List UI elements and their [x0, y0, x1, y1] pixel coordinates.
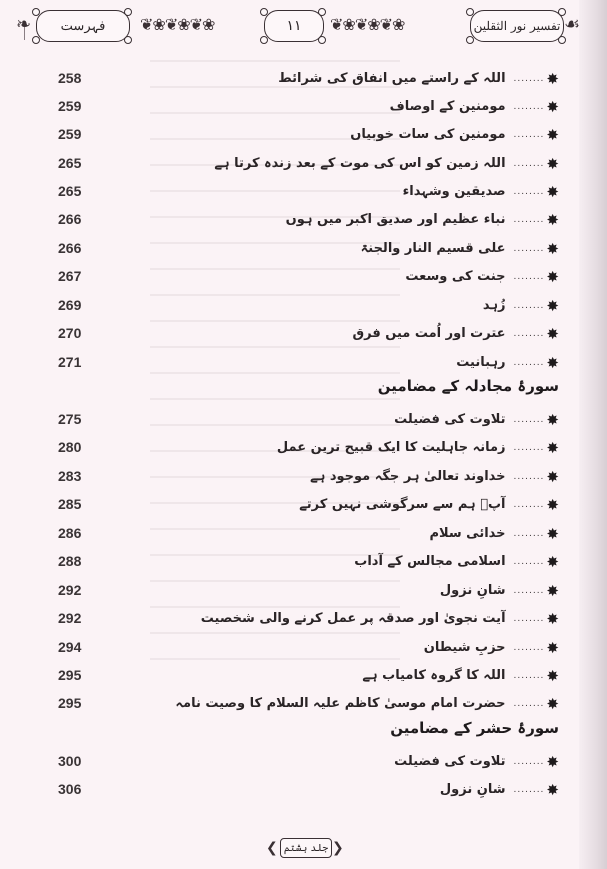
star-bullet-icon: ✸ — [546, 183, 559, 201]
star-bullet-icon: ✸ — [546, 155, 559, 173]
entry-page-number: 306 — [58, 781, 82, 797]
star-bullet-icon: ✸ — [546, 439, 559, 457]
leader-dots: ........ — [513, 671, 545, 681]
toc-entry[interactable] — [0, 352, 607, 376]
leader-dots: ........ — [513, 785, 545, 795]
scroll-end-ornament-icon: ❮ — [266, 840, 278, 856]
leader-dots: ........ — [513, 301, 545, 311]
cartouche-knot-icon — [466, 36, 474, 44]
entry-page-number: 292 — [58, 610, 82, 626]
floral-end-ornament-icon: ❧ — [16, 14, 32, 35]
entry-title: مومنین کے اوصاف — [389, 99, 506, 114]
toc-entry[interactable] — [0, 96, 607, 120]
toc-entry[interactable] — [0, 523, 607, 547]
toc-entry[interactable] — [0, 266, 607, 290]
star-bullet-icon: ✸ — [546, 411, 559, 429]
cartouche-knot-icon — [260, 8, 268, 16]
entry-page-number: 270 — [58, 325, 82, 341]
cartouche-knot-icon — [318, 8, 326, 16]
floral-border-icon: ❦❀❦❀❦❀ — [330, 15, 405, 34]
toc-entry[interactable] — [0, 751, 607, 775]
star-bullet-icon: ✸ — [546, 553, 559, 571]
volume-footer — [266, 836, 346, 860]
star-bullet-icon: ✸ — [546, 268, 559, 286]
leader-dots: ........ — [513, 757, 545, 767]
entry-title: خداوند تعالیٰ ہر جگہ موجود ہے — [310, 469, 506, 484]
leader-dots: ........ — [513, 557, 545, 567]
leader-dots: ........ — [513, 500, 545, 510]
entry-page-number: 295 — [58, 695, 82, 711]
section-title-cartouche — [36, 10, 130, 42]
star-bullet-icon: ✸ — [546, 126, 559, 144]
entry-page-number: 300 — [58, 753, 82, 769]
cartouche-knot-icon — [124, 8, 132, 16]
entry-page-number: 269 — [58, 297, 82, 313]
entry-title: اللہ کا گروہ کامیاب ہے — [362, 668, 506, 683]
entry-page-number: 265 — [58, 183, 82, 199]
entry-page-number: 265 — [58, 155, 82, 171]
cartouche-knot-icon — [260, 36, 268, 44]
entry-title: اللہ زمین کو اس کی موت کے بعد زندہ کرتا ہے — [214, 156, 506, 171]
entry-page-number: 271 — [58, 354, 82, 370]
entry-title: رہبانیت — [456, 355, 506, 370]
book-title-cartouche — [470, 10, 564, 42]
entry-title: تلاوت کی فضیلت — [394, 412, 506, 427]
toc-entry[interactable] — [0, 323, 607, 347]
star-bullet-icon: ✸ — [546, 753, 559, 771]
star-bullet-icon: ✸ — [546, 211, 559, 229]
toc-entry[interactable] — [0, 693, 607, 717]
leader-dots: ........ — [513, 130, 545, 140]
star-bullet-icon: ✸ — [546, 354, 559, 372]
running-header — [12, 8, 586, 44]
toc-entry[interactable] — [0, 494, 607, 518]
leader-dots: ........ — [513, 643, 545, 653]
entry-page-number: 294 — [58, 639, 82, 655]
star-bullet-icon: ✸ — [546, 240, 559, 258]
cartouche-knot-icon — [32, 36, 40, 44]
star-bullet-icon: ✸ — [546, 297, 559, 315]
page-number-cartouche — [264, 10, 324, 42]
cartouche-knot-icon — [558, 36, 566, 44]
entry-page-number: 295 — [58, 667, 82, 683]
leader-dots: ........ — [513, 215, 545, 225]
entry-title: زُہد — [482, 298, 506, 313]
leader-dots: ........ — [513, 159, 545, 169]
page-number: ١١ — [286, 18, 302, 34]
toc-entry[interactable] — [0, 124, 607, 148]
entry-page-number: 259 — [58, 98, 82, 114]
star-bullet-icon: ✸ — [546, 610, 559, 628]
toc-entry[interactable] — [0, 779, 607, 803]
entry-title: خدائی سلام — [429, 526, 506, 541]
entry-title: علی قسیم النار والجنۃ — [360, 241, 506, 256]
entry-page-number: 285 — [58, 496, 82, 512]
entry-page-number: 258 — [58, 70, 82, 86]
leader-dots: ........ — [513, 415, 545, 425]
toc-entry[interactable] — [0, 295, 607, 319]
leader-dots: ........ — [513, 74, 545, 84]
leader-dots: ........ — [513, 472, 545, 482]
entry-title: شانِ نزول — [439, 583, 506, 598]
entry-title: نباء عظیم اور صدیق اکبر میں ہوں — [285, 212, 506, 227]
cartouche-knot-icon — [124, 36, 132, 44]
entry-title: عترت اور اُمت میں فرق — [352, 326, 506, 341]
star-bullet-icon: ✸ — [546, 639, 559, 657]
leader-dots: ........ — [513, 529, 545, 539]
leader-dots: ........ — [513, 614, 545, 624]
entry-title: تلاوت کی فضیلت — [394, 754, 506, 769]
section-heading: سورۂ حشر کے مضامین — [390, 719, 559, 737]
entry-title: اللہ کے راستے میں انفاق کی شرائط — [278, 71, 506, 86]
leader-dots: ........ — [513, 244, 545, 254]
toc-entry[interactable] — [0, 551, 607, 575]
entry-page-number: 283 — [58, 468, 82, 484]
entry-page-number: 267 — [58, 268, 82, 284]
toc-entry[interactable] — [0, 409, 607, 433]
toc-entry[interactable] — [0, 665, 607, 689]
leader-dots: ........ — [513, 329, 545, 339]
toc-entry[interactable] — [0, 608, 607, 632]
scroll-end-ornament-icon: ❯ — [332, 840, 344, 856]
entry-page-number: 280 — [58, 439, 82, 455]
entry-page-number: 266 — [58, 211, 82, 227]
star-bullet-icon: ✸ — [546, 468, 559, 486]
star-bullet-icon: ✸ — [546, 667, 559, 685]
leader-dots: ........ — [513, 187, 545, 197]
entry-title: صدیقین وشہداء — [402, 184, 506, 199]
volume-cartouche — [280, 838, 332, 858]
toc-entry[interactable] — [0, 181, 607, 205]
entry-title: آپؐ ہم سے سرگوشی نہیں کرتے — [299, 497, 506, 512]
cartouche-knot-icon — [32, 8, 40, 16]
cartouche-knot-icon — [466, 8, 474, 16]
entry-title: حزبِ شیطان — [423, 640, 506, 655]
entry-title: اسلامی مجالس کے آداب — [354, 554, 506, 569]
entry-title: زمانہ جاہلیت کا ایک قبیح ترین عمل — [276, 440, 506, 455]
entry-page-number: 275 — [58, 411, 82, 427]
toc-entry[interactable] — [0, 637, 607, 661]
book-title: تفسیر نور الثقلین — [473, 19, 561, 33]
star-bullet-icon: ✸ — [546, 98, 559, 116]
entry-page-number: 288 — [58, 553, 82, 569]
star-bullet-icon: ✸ — [546, 325, 559, 343]
toc-entry[interactable] — [0, 466, 607, 490]
entry-title: مومنین کی سات خوبیاں — [350, 127, 506, 142]
toc-entry[interactable] — [0, 238, 607, 262]
leader-dots: ........ — [513, 102, 545, 112]
floral-border-icon: ❦❀❦❀❦❀ — [140, 15, 215, 34]
star-bullet-icon: ✸ — [546, 525, 559, 543]
entry-page-number: 259 — [58, 126, 82, 142]
toc-entry[interactable] — [0, 68, 607, 92]
entry-page-number: 266 — [58, 240, 82, 256]
entry-title: شانِ نزول — [439, 782, 506, 797]
star-bullet-icon: ✸ — [546, 582, 559, 600]
leader-dots: ........ — [513, 272, 545, 282]
entry-page-number: 292 — [58, 582, 82, 598]
leader-dots: ........ — [513, 586, 545, 596]
section-title: فہرست — [60, 18, 106, 34]
cartouche-knot-icon — [318, 36, 326, 44]
section-heading: سورۂ مجادلہ کے مضامین — [377, 377, 559, 395]
star-bullet-icon: ✸ — [546, 496, 559, 514]
toc-entry[interactable] — [0, 153, 607, 177]
leader-dots: ........ — [513, 443, 545, 453]
toc-entry[interactable] — [0, 209, 607, 233]
entry-title: حضرت امام موسیٰ کاظم علیہ السلام کا وصیت نامہ — [175, 696, 506, 711]
entry-page-number: 286 — [58, 525, 82, 541]
toc-entry[interactable] — [0, 580, 607, 604]
floral-end-ornament-icon: ☙ — [564, 14, 581, 35]
leader-dots: ........ — [513, 699, 545, 709]
volume-label: جلد ہشتم — [283, 842, 329, 854]
entry-title: جنت کی وسعت — [405, 269, 506, 284]
entry-title: آیت نجویٰ اور صدقہ پر عمل کرنے والی شخصیت — [200, 611, 506, 626]
toc-entry[interactable] — [0, 437, 607, 461]
leader-dots: ........ — [513, 358, 545, 368]
star-bullet-icon: ✸ — [546, 70, 559, 88]
star-bullet-icon: ✸ — [546, 781, 559, 799]
star-bullet-icon: ✸ — [546, 695, 559, 713]
